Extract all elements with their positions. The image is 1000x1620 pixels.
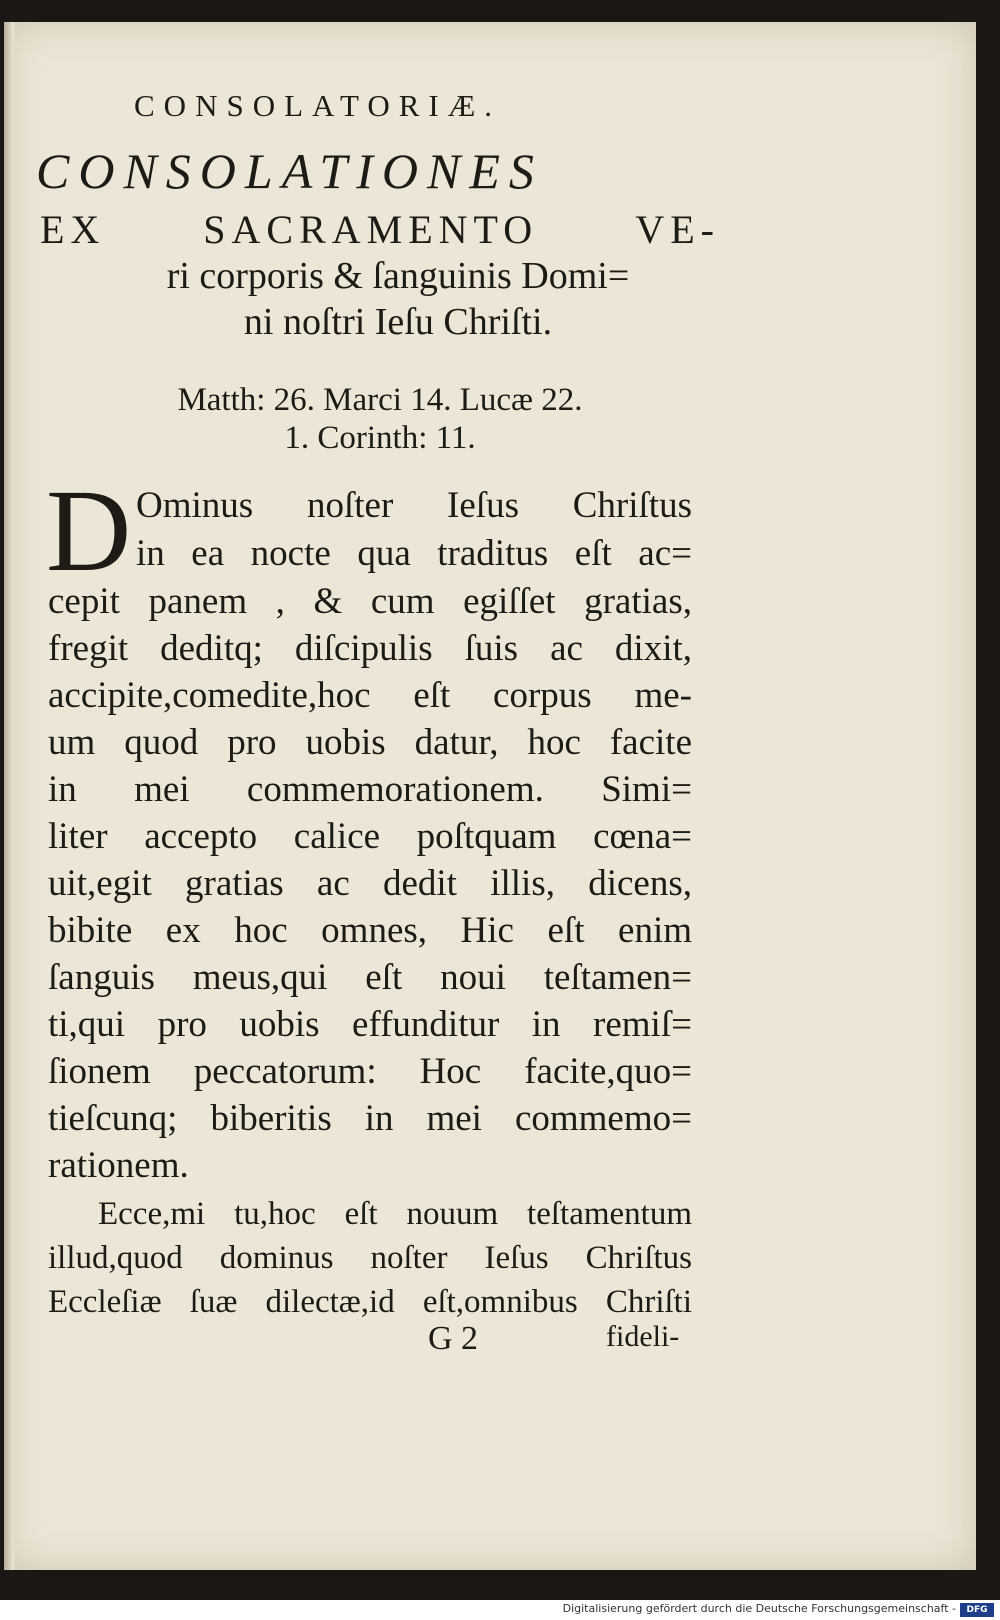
body-line: Ecce,mi tu,hoc eſt nouum teſtamentum — [98, 1196, 692, 1232]
title-line-2: EX SACRAMENTO VE- — [40, 207, 720, 252]
body-line: Eccleſiæ ſuæ dilectæ,id eſt,omnibus Chriſti — [48, 1284, 692, 1320]
body-line: Ominus noſter Ieſus Chriſtus — [136, 485, 692, 526]
title-line-1: CONSOLATIONES — [36, 143, 543, 199]
body-line: ſanguis meus,qui eſt noui teſtamen= — [48, 957, 692, 998]
body-line: bibite ex hoc omnes, Hic eſt enim — [48, 910, 692, 951]
body-line: illud,quod dominus noſter Ieſus Chriſtus — [48, 1240, 692, 1276]
body-line: in mei commemorationem. Simi= — [48, 769, 692, 810]
body-line: uit,egit gratias ac dedit illis, dicens, — [48, 863, 692, 904]
body-line: accipite,comedite,hoc eſt corpus me- — [48, 675, 692, 716]
body-line: rationem. — [48, 1145, 189, 1186]
body-line: tieſcunq; biberitis in mei commemo= — [48, 1098, 692, 1139]
body-line: ti,qui pro uobis effunditur in remiſ= — [48, 1004, 692, 1045]
body-line: cepit panem , & cum egiſſet gratias, — [48, 581, 692, 622]
title-line-3: ri corporis & ſanguinis Domi= — [166, 255, 630, 297]
drop-cap: D — [46, 465, 132, 596]
body-line: fregit deditq; diſcipulis ſuis ac dixit, — [48, 628, 692, 669]
page-spine-shadow — [4, 22, 14, 1570]
dfg-logo: DFG — [960, 1603, 994, 1617]
scripture-reference-1: Matth: 26. Marci 14. Lucæ 22. — [177, 382, 583, 418]
title-line-4: ni noſtri Ieſu Chriſti. — [243, 301, 553, 343]
body-line: um quod pro uobis datur, hoc facite — [48, 722, 692, 763]
body-line: ſionem peccatorum: Hoc facite,quo= — [48, 1051, 692, 1092]
signature-mark: G 2 — [428, 1320, 479, 1357]
running-head: CONSOLATORIÆ. — [134, 88, 502, 123]
body-line: in ea nocte qua traditus eſt ac= — [136, 533, 692, 574]
funding-credit: Digitalisierung gefördert durch die Deutsche Forschungsgemeinschaft - — [562, 1602, 956, 1615]
scripture-reference-2: 1. Corinth: 11. — [284, 420, 476, 456]
body-line: liter accepto calice poſtquam cœna= — [48, 816, 692, 857]
catchword: fideli- — [606, 1320, 680, 1353]
